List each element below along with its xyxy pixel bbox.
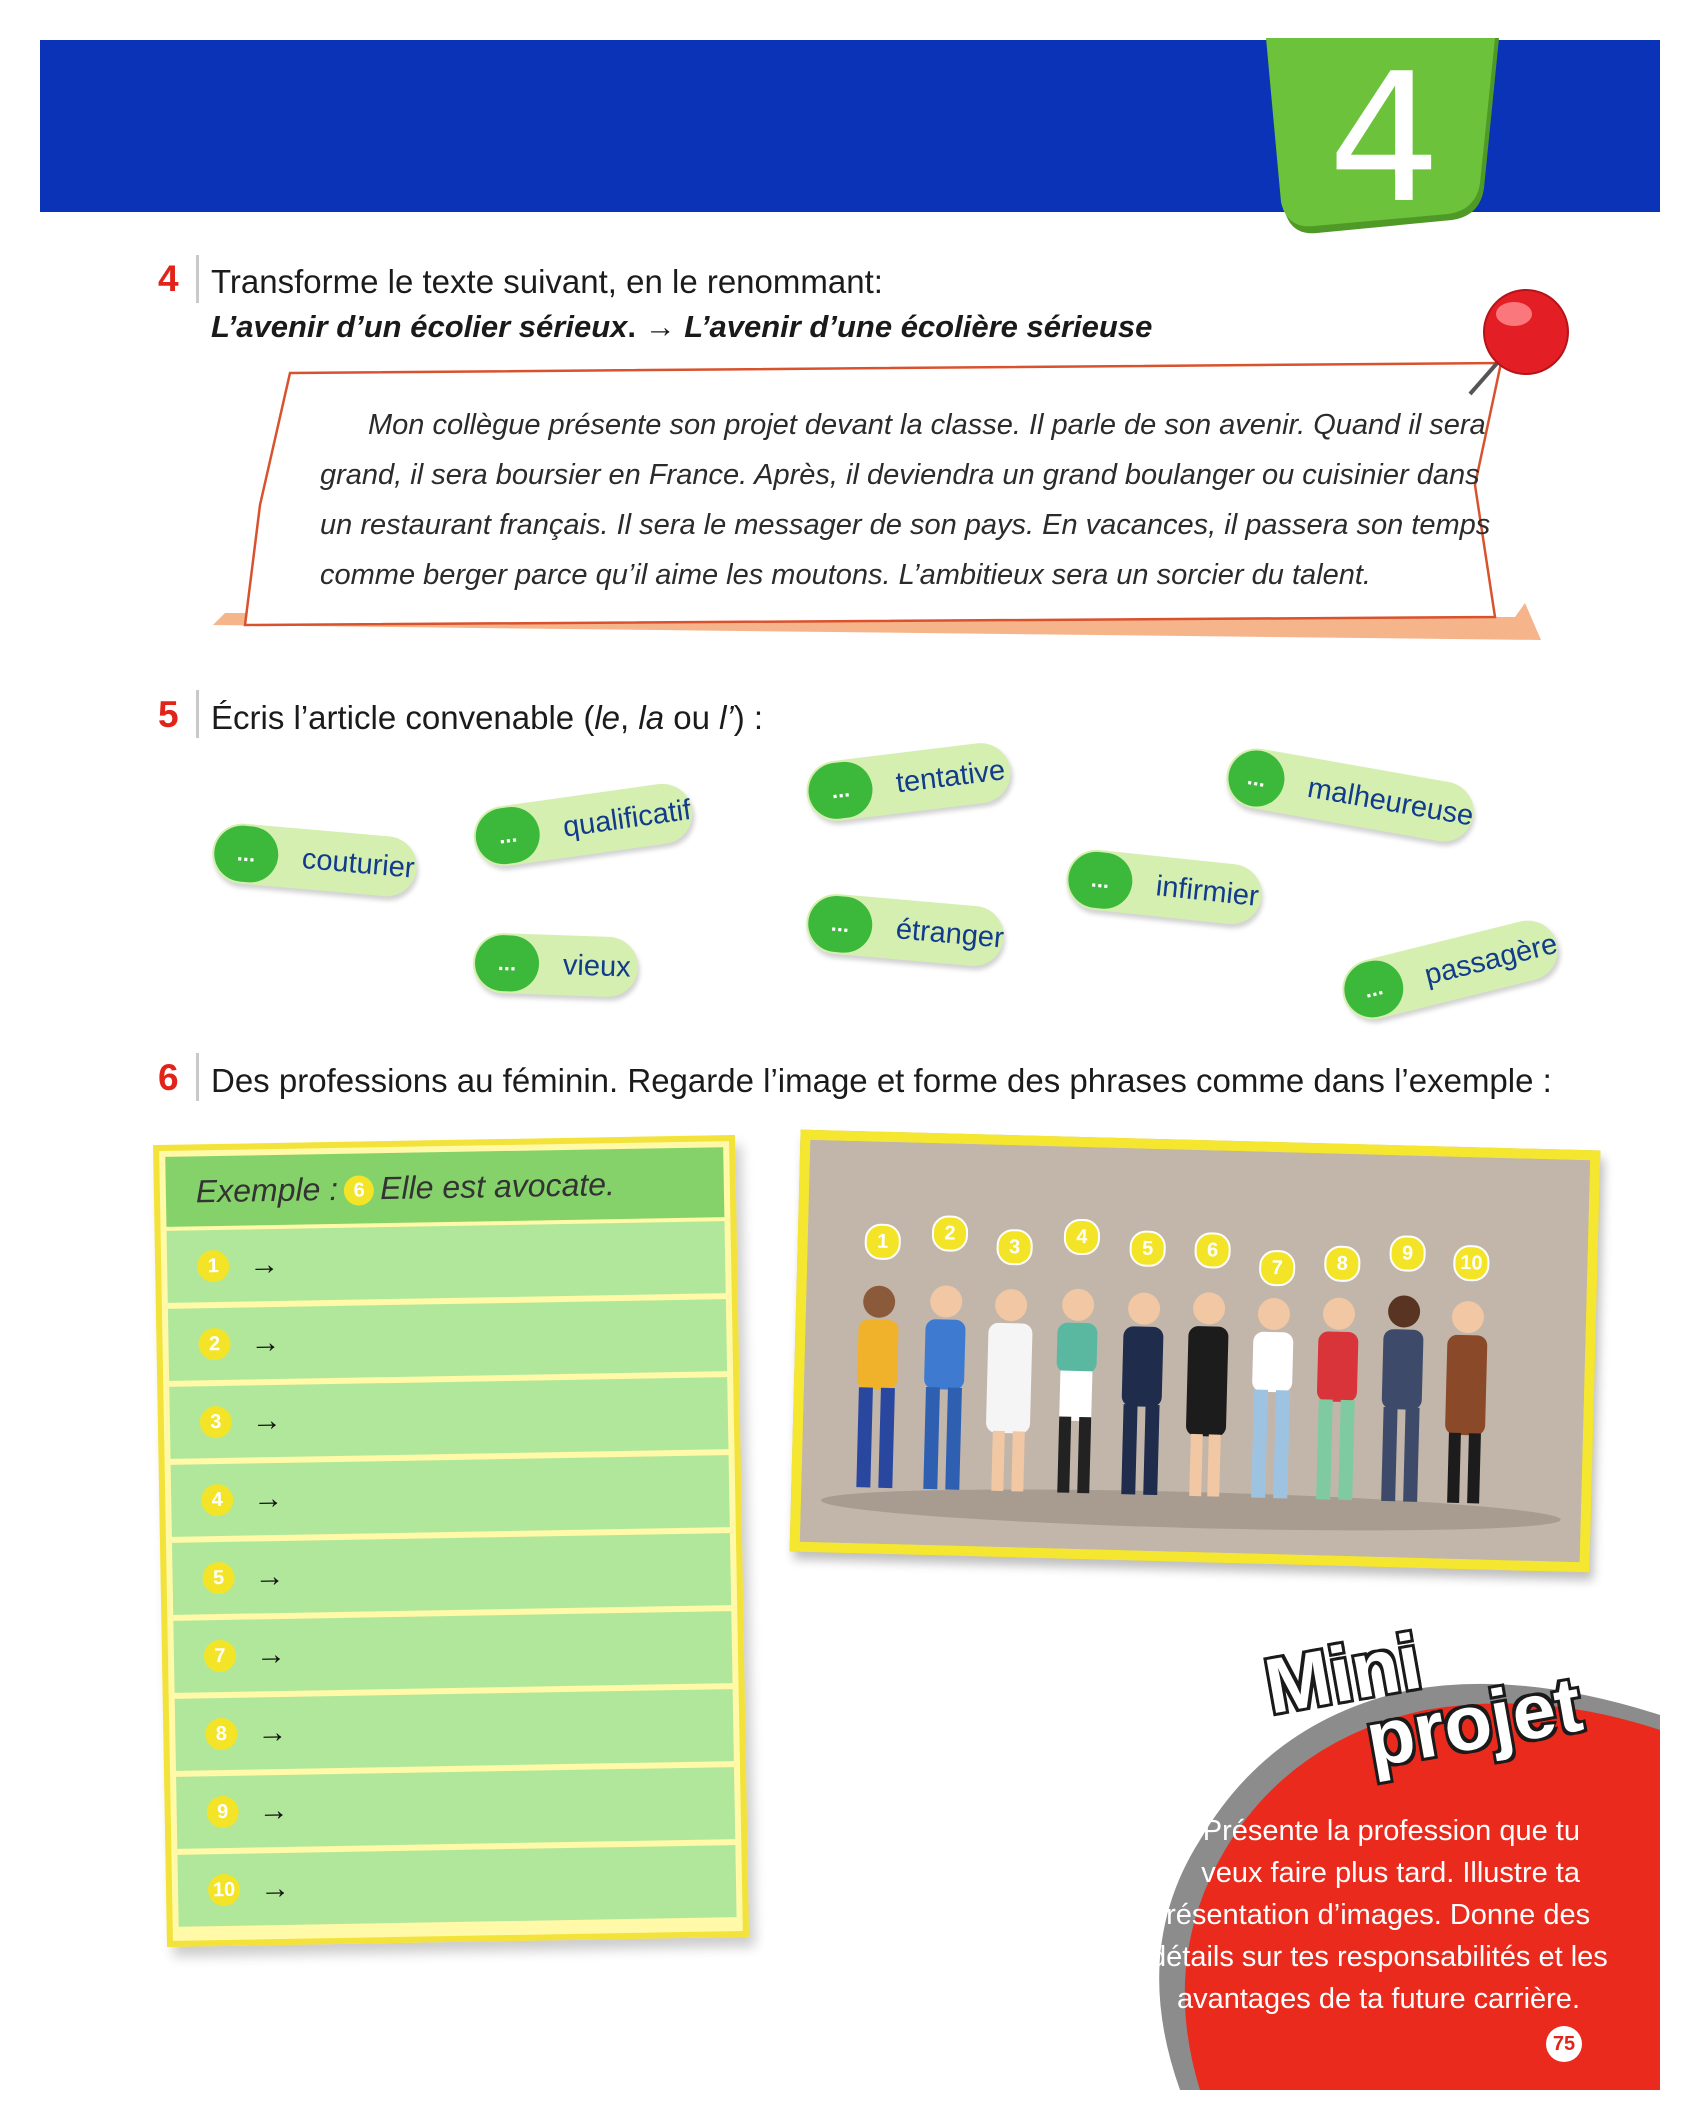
picture-number-badge: 2	[932, 1215, 969, 1252]
page-number: 75	[1546, 2026, 1582, 2062]
mini-text-line: Présente la profession que tu	[1202, 1815, 1580, 1847]
push-pin-icon	[1460, 282, 1580, 402]
answer-row-1[interactable]	[167, 1221, 726, 1303]
mini-text-line: présentation d’images. Donne des	[1150, 1899, 1591, 1931]
separator: ,	[620, 699, 639, 736]
word-pill-vieux[interactable]	[472, 932, 639, 998]
blank-slot[interactable]: ...	[212, 823, 281, 884]
word-label: infirmier	[1154, 869, 1261, 913]
word-label: malheureuse	[1305, 771, 1476, 832]
mini-title-line2: projet	[1359, 1659, 1589, 1784]
row-number-badge: 10	[208, 1874, 241, 1907]
answer-row-3[interactable]	[169, 1377, 728, 1459]
arrow-icon: →	[255, 1637, 287, 1672]
blank-slot[interactable]: ...	[474, 934, 540, 992]
picture-number-badge: 8	[1324, 1245, 1361, 1282]
arrow-icon: →	[254, 1559, 285, 1594]
mini-text-line: avantages de ta future carrière.	[1176, 1983, 1580, 2015]
arrow-icon: →	[259, 1871, 291, 1906]
row-number-badge: 7	[204, 1640, 237, 1673]
arrow-icon: →	[250, 1325, 281, 1360]
picture-number-badge: 3	[996, 1229, 1033, 1266]
exercise-5-instruction	[211, 699, 763, 737]
paragraph-line: comme berger parce qu’il aime les moutons. L’ambitieux sera un sorcier du talent.	[320, 559, 1371, 591]
row-number-badge: 1	[197, 1250, 230, 1283]
row-number-badge: 4	[201, 1484, 234, 1517]
paragraph-line: Mon collègue présente son projet devant la classe. Il parle de son avenir. Quand il sera	[368, 409, 1486, 441]
example-badge: 6	[344, 1175, 375, 1206]
picture-number-badge: 10	[1453, 1245, 1490, 1282]
word-pill-passagere[interactable]	[1336, 914, 1564, 1025]
row-number-badge: 2	[198, 1328, 231, 1361]
picture-number-badge: 6	[1194, 1232, 1231, 1269]
paragraph-to-transform	[320, 400, 1491, 600]
blank-slot[interactable]: ...	[472, 803, 543, 867]
row-number-badge: 8	[205, 1718, 238, 1751]
picture-number-badge: 7	[1259, 1250, 1296, 1287]
word-label: tentative	[894, 753, 1007, 799]
women-figures	[800, 1140, 1590, 1562]
answer-row-8[interactable]	[175, 1689, 734, 1771]
option-l: l’	[719, 699, 734, 736]
exercise-4-number: 4	[158, 258, 179, 299]
answer-row-7[interactable]	[173, 1611, 732, 1693]
answer-row-2[interactable]	[168, 1299, 727, 1381]
separator: ou	[664, 699, 720, 736]
blank-slot[interactable]: ...	[1338, 955, 1408, 1024]
mini-projet-text	[1150, 1810, 1608, 2020]
blank-slot[interactable]: ...	[805, 759, 875, 822]
picture-number-badge: 4	[1063, 1219, 1100, 1256]
instruction-text: Écris l’article convenable (	[211, 699, 595, 736]
instruction-text: ) :	[733, 699, 764, 736]
arrow-icon: →	[251, 1403, 283, 1438]
picture-number-badge: 9	[1389, 1235, 1426, 1272]
professions-illustration	[790, 1130, 1601, 1573]
example-label: Exemple :	[195, 1170, 339, 1209]
paragraph-line: un restaurant français. Il sera le messager de son pays. En vacances, il passera son temps	[320, 509, 1491, 541]
word-pill-qualificatif[interactable]	[470, 780, 696, 870]
title-to: L’avenir d’une écolière sérieuse	[684, 309, 1153, 344]
unit-number: 4	[1327, 35, 1442, 242]
answer-card	[153, 1135, 749, 1947]
exercise-5-divider	[196, 690, 199, 738]
example-sentence: Elle est avocate.	[379, 1165, 616, 1206]
example-text	[196, 1166, 616, 1210]
word-pill-malheureuse[interactable]	[1222, 744, 1479, 847]
picture-number-badge: 5	[1129, 1230, 1166, 1267]
answer-row-4[interactable]	[171, 1455, 730, 1537]
paragraph-line: grand, il sera boursier en France. Après, il deviendra un grand boulanger ou cuisinier dans	[320, 459, 1480, 491]
arrow-icon: →	[258, 1793, 289, 1828]
arrow-icon: →	[257, 1715, 288, 1750]
mini-text-line: veux faire plus tard. Illustre ta	[1201, 1857, 1580, 1889]
arrow-icon: →	[252, 1481, 284, 1516]
title-from: L’avenir d’un écolier sérieux	[211, 309, 628, 344]
word-pill-etranger[interactable]	[804, 891, 1006, 968]
title-arrow: . →	[627, 309, 685, 344]
answer-row-9[interactable]	[176, 1767, 735, 1849]
blank-slot[interactable]: ...	[1066, 849, 1136, 911]
exercise-5-number: 5	[158, 694, 179, 735]
exercise-4-divider	[196, 255, 199, 303]
word-pill-tentative[interactable]	[803, 740, 1014, 825]
row-number-badge: 5	[202, 1562, 235, 1595]
exercise-4-instruction: Transforme le texte suivant, en le renommant:	[211, 263, 883, 300]
exercise-6-number: 6	[158, 1057, 179, 1098]
exercise-4-title-transform	[211, 309, 1152, 345]
blank-slot[interactable]: ...	[1224, 746, 1289, 811]
word-label: passagère	[1421, 927, 1561, 992]
answer-row-10[interactable]	[177, 1845, 736, 1927]
option-la: la	[638, 699, 665, 736]
row-number-badge: 3	[200, 1406, 233, 1439]
mini-text-line: détails sur tes responsabilités et les	[1150, 1941, 1608, 1973]
picture-number-badge: 1	[864, 1223, 901, 1260]
word-label: vieux	[562, 948, 632, 984]
blank-slot[interactable]: ...	[806, 894, 875, 955]
example-row	[165, 1147, 724, 1227]
word-label: qualificatif	[560, 793, 694, 844]
row-number-badge: 9	[206, 1796, 239, 1829]
mini-title-line1: Mini	[1258, 1616, 1428, 1731]
arrow-icon: →	[248, 1247, 280, 1282]
option-le: le	[594, 699, 621, 736]
word-pill-couturier[interactable]	[210, 821, 419, 899]
word-label: étranger	[894, 912, 1006, 955]
word-pill-infirmier[interactable]	[1063, 847, 1264, 927]
word-label: couturier	[300, 842, 416, 885]
exercise-6-instruction: Des professions au féminin. Regarde l’image et forme des phrases comme dans l’exemple :	[211, 1062, 1552, 1099]
exercise-6-divider	[196, 1053, 199, 1101]
answer-row-5[interactable]	[172, 1533, 731, 1615]
